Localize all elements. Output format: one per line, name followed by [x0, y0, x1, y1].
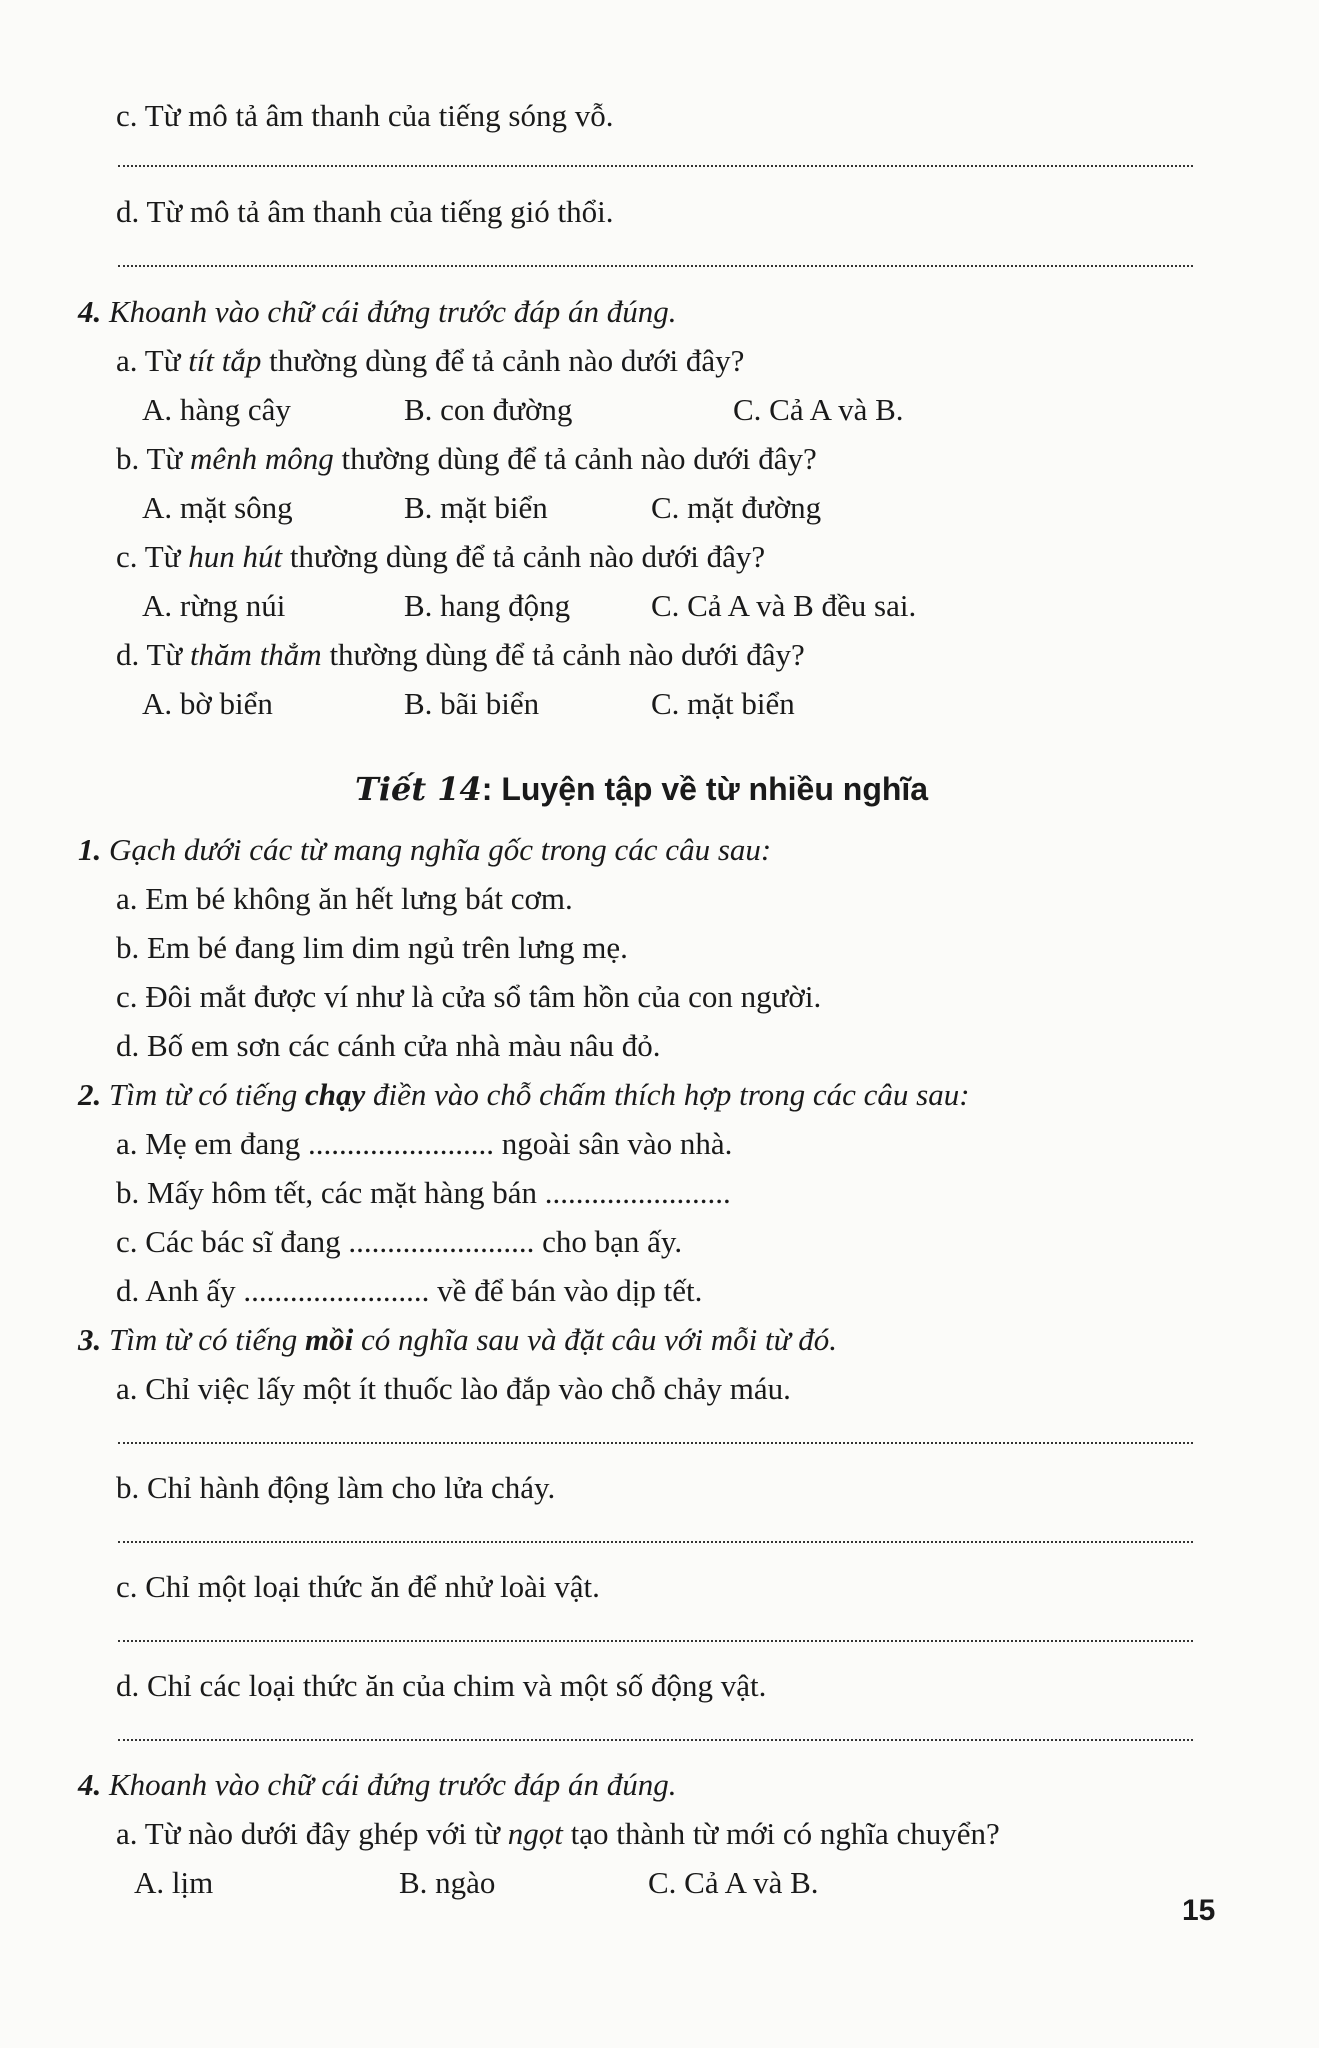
question-number: 3.: [78, 1322, 102, 1357]
option-a[interactable]: A. lịm: [134, 1865, 214, 1900]
lesson-number: Tiết 14: [355, 770, 482, 808]
option-a[interactable]: A. bờ biển: [142, 686, 273, 721]
q3-item-c: c. Chỉ một loại thức ăn để nhử loài vật.: [116, 1569, 600, 1604]
key-word: mênh mông: [189, 441, 334, 476]
option-b[interactable]: B. hang động: [404, 588, 571, 623]
item-suffix: thường dùng để tả cảnh nào dưới đây?: [261, 343, 745, 378]
question-text: Khoanh vào chữ cái đứng trước đáp án đúng.: [109, 294, 677, 329]
item-suffix: tạo thành từ mới có nghĩa chuyển?: [562, 1816, 1000, 1851]
option-a[interactable]: A. hàng cây: [142, 392, 291, 427]
q4-item-c: [116, 537, 765, 577]
question-4-bottom: [78, 1765, 677, 1805]
key-word: hun hút: [188, 539, 283, 574]
question-4-top: [78, 292, 677, 332]
item-suffix: thường dùng để tả cảnh nào dưới đây?: [321, 637, 805, 672]
q1-item-a[interactable]: a. Em bé không ăn hết lưng bát cơm.: [116, 881, 573, 916]
option-c[interactable]: C. Cả A và B.: [733, 392, 904, 427]
question-number: 2.: [78, 1077, 102, 1112]
key-word: thăm thẳm: [189, 637, 322, 672]
q4-item-a: [116, 341, 744, 381]
item-suffix: thường dùng để tả cảnh nào dưới đây?: [282, 539, 766, 574]
option-b[interactable]: B. ngào: [399, 1865, 496, 1900]
option-b[interactable]: B. bãi biển: [404, 686, 540, 721]
option-c[interactable]: C. mặt đường: [651, 490, 822, 525]
q1-item-c[interactable]: c. Đôi mắt được ví như là cửa sổ tâm hồn của con người.: [116, 979, 822, 1014]
item-prefix: a. Từ: [116, 343, 189, 378]
question-text: Tìm từ có tiếng: [109, 1077, 306, 1112]
option-c[interactable]: C. Cả A và B.: [648, 1865, 819, 1900]
option-a[interactable]: A. rừng núi: [142, 588, 286, 623]
question-text: Tìm từ có tiếng: [109, 1322, 306, 1357]
key-word: tít tắp: [188, 343, 262, 378]
item-prefix: c. Từ: [116, 539, 189, 574]
question-number: 1.: [78, 832, 102, 867]
key-word: chạy: [305, 1077, 366, 1112]
answer-line[interactable]: [118, 165, 1193, 167]
option-b[interactable]: B. mặt biển: [404, 490, 548, 525]
option-a[interactable]: A. mặt sông: [142, 490, 293, 525]
answer-line[interactable]: [118, 1739, 1193, 1741]
item-prefix: b. Từ: [116, 441, 190, 476]
q3-item-b: b. Chỉ hành động làm cho lửa cháy.: [116, 1470, 556, 1505]
question-text: Gạch dưới các từ mang nghĩa gốc trong các câu sau:: [109, 832, 772, 867]
q4-item-b: [116, 439, 817, 479]
question-2: [78, 1075, 970, 1115]
q1-item-d[interactable]: d. Bố em sơn các cánh cửa nhà màu nâu đỏ.: [116, 1028, 661, 1063]
answer-line[interactable]: [118, 1442, 1193, 1444]
item-prefix: d. Từ: [116, 637, 190, 672]
q1-item-b[interactable]: b. Em bé đang lim dim ngủ trên lưng mẹ.: [116, 930, 628, 965]
lesson-heading: [355, 770, 928, 808]
question-number: 4.: [78, 1767, 102, 1802]
item-c: c. Từ mô tả âm thanh của tiếng sóng vỗ.: [116, 98, 614, 133]
item-d: d. Từ mô tả âm thanh của tiếng gió thổi.: [116, 194, 614, 229]
question-text: Khoanh vào chữ cái đứng trước đáp án đúng.: [109, 1767, 677, 1802]
option-c[interactable]: C. mặt biển: [651, 686, 795, 721]
answer-line[interactable]: [118, 265, 1193, 267]
key-word: ngọt: [507, 1816, 563, 1851]
q2-item-c[interactable]: c. Các bác sĩ đang ........................ cho bạn ấy.: [116, 1224, 683, 1259]
question-1: [78, 830, 771, 870]
key-word: mồi: [305, 1322, 354, 1357]
q2-item-b[interactable]: b. Mấy hôm tết, các mặt hàng bán ........................: [116, 1175, 731, 1210]
question-text-suffix: có nghĩa sau và đặt câu với mỗi từ đó.: [353, 1322, 838, 1357]
page-number: 15: [1182, 1894, 1216, 1927]
option-b[interactable]: B. con đường: [404, 392, 573, 427]
item-suffix: thường dùng để tả cảnh nào dưới đây?: [333, 441, 817, 476]
q3-item-a: a. Chỉ việc lấy một ít thuốc lào đắp vào chỗ chảy máu.: [116, 1371, 791, 1406]
q2-item-a[interactable]: a. Mẹ em đang ........................ ngoài sân vào nhà.: [116, 1126, 733, 1161]
answer-line[interactable]: [118, 1640, 1193, 1642]
item-prefix: a. Từ nào dưới đây ghép với từ: [116, 1816, 508, 1851]
question-3: [78, 1320, 837, 1360]
option-c[interactable]: C. Cả A và B đều sai.: [651, 588, 917, 623]
question-text-suffix: điền vào chỗ chấm thích hợp trong các câu sau:: [365, 1077, 970, 1112]
question-number: 4.: [78, 294, 102, 329]
q3-item-d: d. Chỉ các loại thức ăn của chim và một số động vật.: [116, 1668, 767, 1703]
q4b-item-a: [116, 1814, 1000, 1854]
answer-line[interactable]: [118, 1541, 1193, 1543]
q4-item-d: [116, 635, 805, 675]
lesson-title: : Luyện tập về từ nhiều nghĩa: [481, 771, 929, 807]
q2-item-d[interactable]: d. Anh ấy ........................ về để bán vào dịp tết.: [116, 1273, 703, 1308]
